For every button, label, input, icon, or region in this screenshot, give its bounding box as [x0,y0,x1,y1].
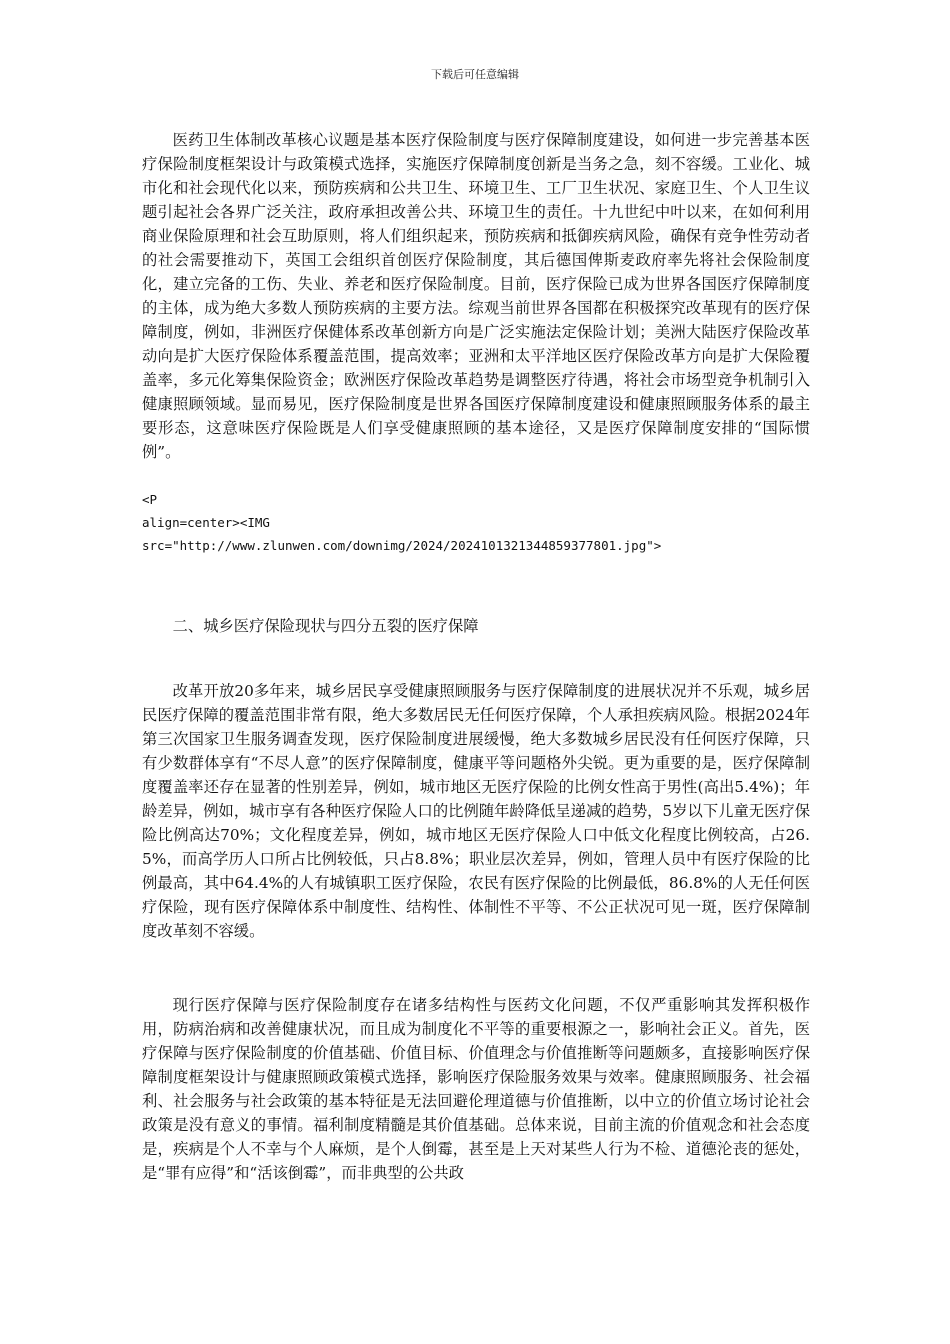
paragraph-problems: 现行医疗保障与医疗保险制度存在诸多结构性与医药文化问题，不仅严重影响其发挥积极作用，防病治病和改善健康状况，而且成为制度化不平等的重要根源之一，影响社会正义。首先，医疗保障与医疗保险制度的价值基础、价值目标、价值理念与价值推断等问题颇多，直接影响医疗保障制度框架设计与健康照顾政策模式选择，影响医疗保险服务效果与效率。健康照顾服务、社会福利、社会服务与社会政策的基本特征是无法回避伦理道德与价值推断，以中立的价值立场讨论社会政策是没有意义的事情。福利制度精髓是其价值基础。总体来说，目前主流的价值观念和社会态度是，疾病是个人不幸与个人麻烦，是个人倒霉，甚至是上天对某些人行为不检、道德沦丧的惩处，是“罪有应得”和“活该倒霉”，而非典型的公共政 [142,996,810,1182]
raw-html-line: align=center><IMG [142,515,270,530]
paragraph-status: 改革开放20多年来，城乡居民享受健康照顾服务与医疗保障制度的进展状况并不乐观，城乡居民医疗保障的覆盖范围非常有限，绝大多数居民无任何医疗保障，个人承担疾病风险。根据2024年第三次国家卫生服务调查发现，医疗保险制度进展缓慢，绝大多数城乡居民没有任何医疗保障，只有少数群体享有“不尽人意”的医疗保障制度，健康平等问题格外尖锐。更为重要的是，医疗保障制度覆盖率还存在显著的性别差异，例如，城市地区无医疗保险的比例女性高于男性(高出5.4%)；年龄差异，例如，城市享有各种医疗保险人口的比例随年龄降低呈递减的趋势，5岁以下儿童无医疗保险比例高达70%；文化程度差异，例如，城市地区无医疗保险人口中低文化程度比例较高，占26.5%，而高学历人口所占比例较低，只占8.8%；职业层次差异，例如，管理人员中有医疗保险的比例最高，其中64.4%的人有城镇职工医疗保险，农民有医疗保险的比例最低，86.8%的人无任何医疗保险，现有医疗保障体系中制度性、结构性、体制性不平等、不公正状况可见一斑，医疗保障制度改革刻不容缓。 [142,682,810,940]
page-header: 下载后可任意编辑 [431,68,519,81]
raw-html-line: <P [142,492,158,507]
paragraph-intro: 医药卫生体制改革核心议题是基本医疗保险制度与医疗保障制度建设，如何进一步完善基本医疗保险制度框架设计与政策模式选择，实施医疗保障制度创新是当务之急，刻不容缓。工业化、城市化和社会现代化以来，预防疾病和公共卫生、环境卫生、工厂卫生状况、家庭卫生、个人卫生议题引起社会各界广泛关注，政府承担改善公共、环境卫生的责任。十九世纪中叶以来，在如何利用商业保险原理和社会互助原则，将人们组织起来，预防疾病和抵御疾病风险，确保有竞争性劳动者的社会需要推动下，英国工会组织首创医疗保险制度，其后德国俾斯麦政府率先将社会保险制度化，建立完备的工伤、失业、养老和医疗保险制度。目前，医疗保险已成为世界各国医疗保障制度的主体，成为绝大多数人预防疾病的主要方法。综观当前世界各国都在积极探究改革现有的医疗保障制度，例如，非洲医疗保健体系改革创新方向是广泛实施法定保险计划；美洲大陆医疗保险改革动向是扩大医疗保险体系覆盖范围，提高效率；亚洲和太平洋地区医疗保险改革方向是扩大保险覆盖率，多元化筹集保险资金；欧洲医疗保险改革趋势是调整医疗待遇，将社会市场型竞争机制引入健康照顾领域。显而易见，医疗保险制度是世界各国医疗保障制度建设和健康照顾服务体系的最主要形态，这意味医疗保险既是人们享受健康照顾的基本途径，又是医疗保障制度安排的“国际惯例”。 [142,131,810,461]
raw-image-source-text: src="http://www.zlunwen.com/downimg/2024/2024101321344859377801.jpg"> [142,538,662,553]
document-body [142,128,810,1185]
section-heading: 二、城乡医疗保险现状与四分五裂的医疗保障 [172,617,479,635]
